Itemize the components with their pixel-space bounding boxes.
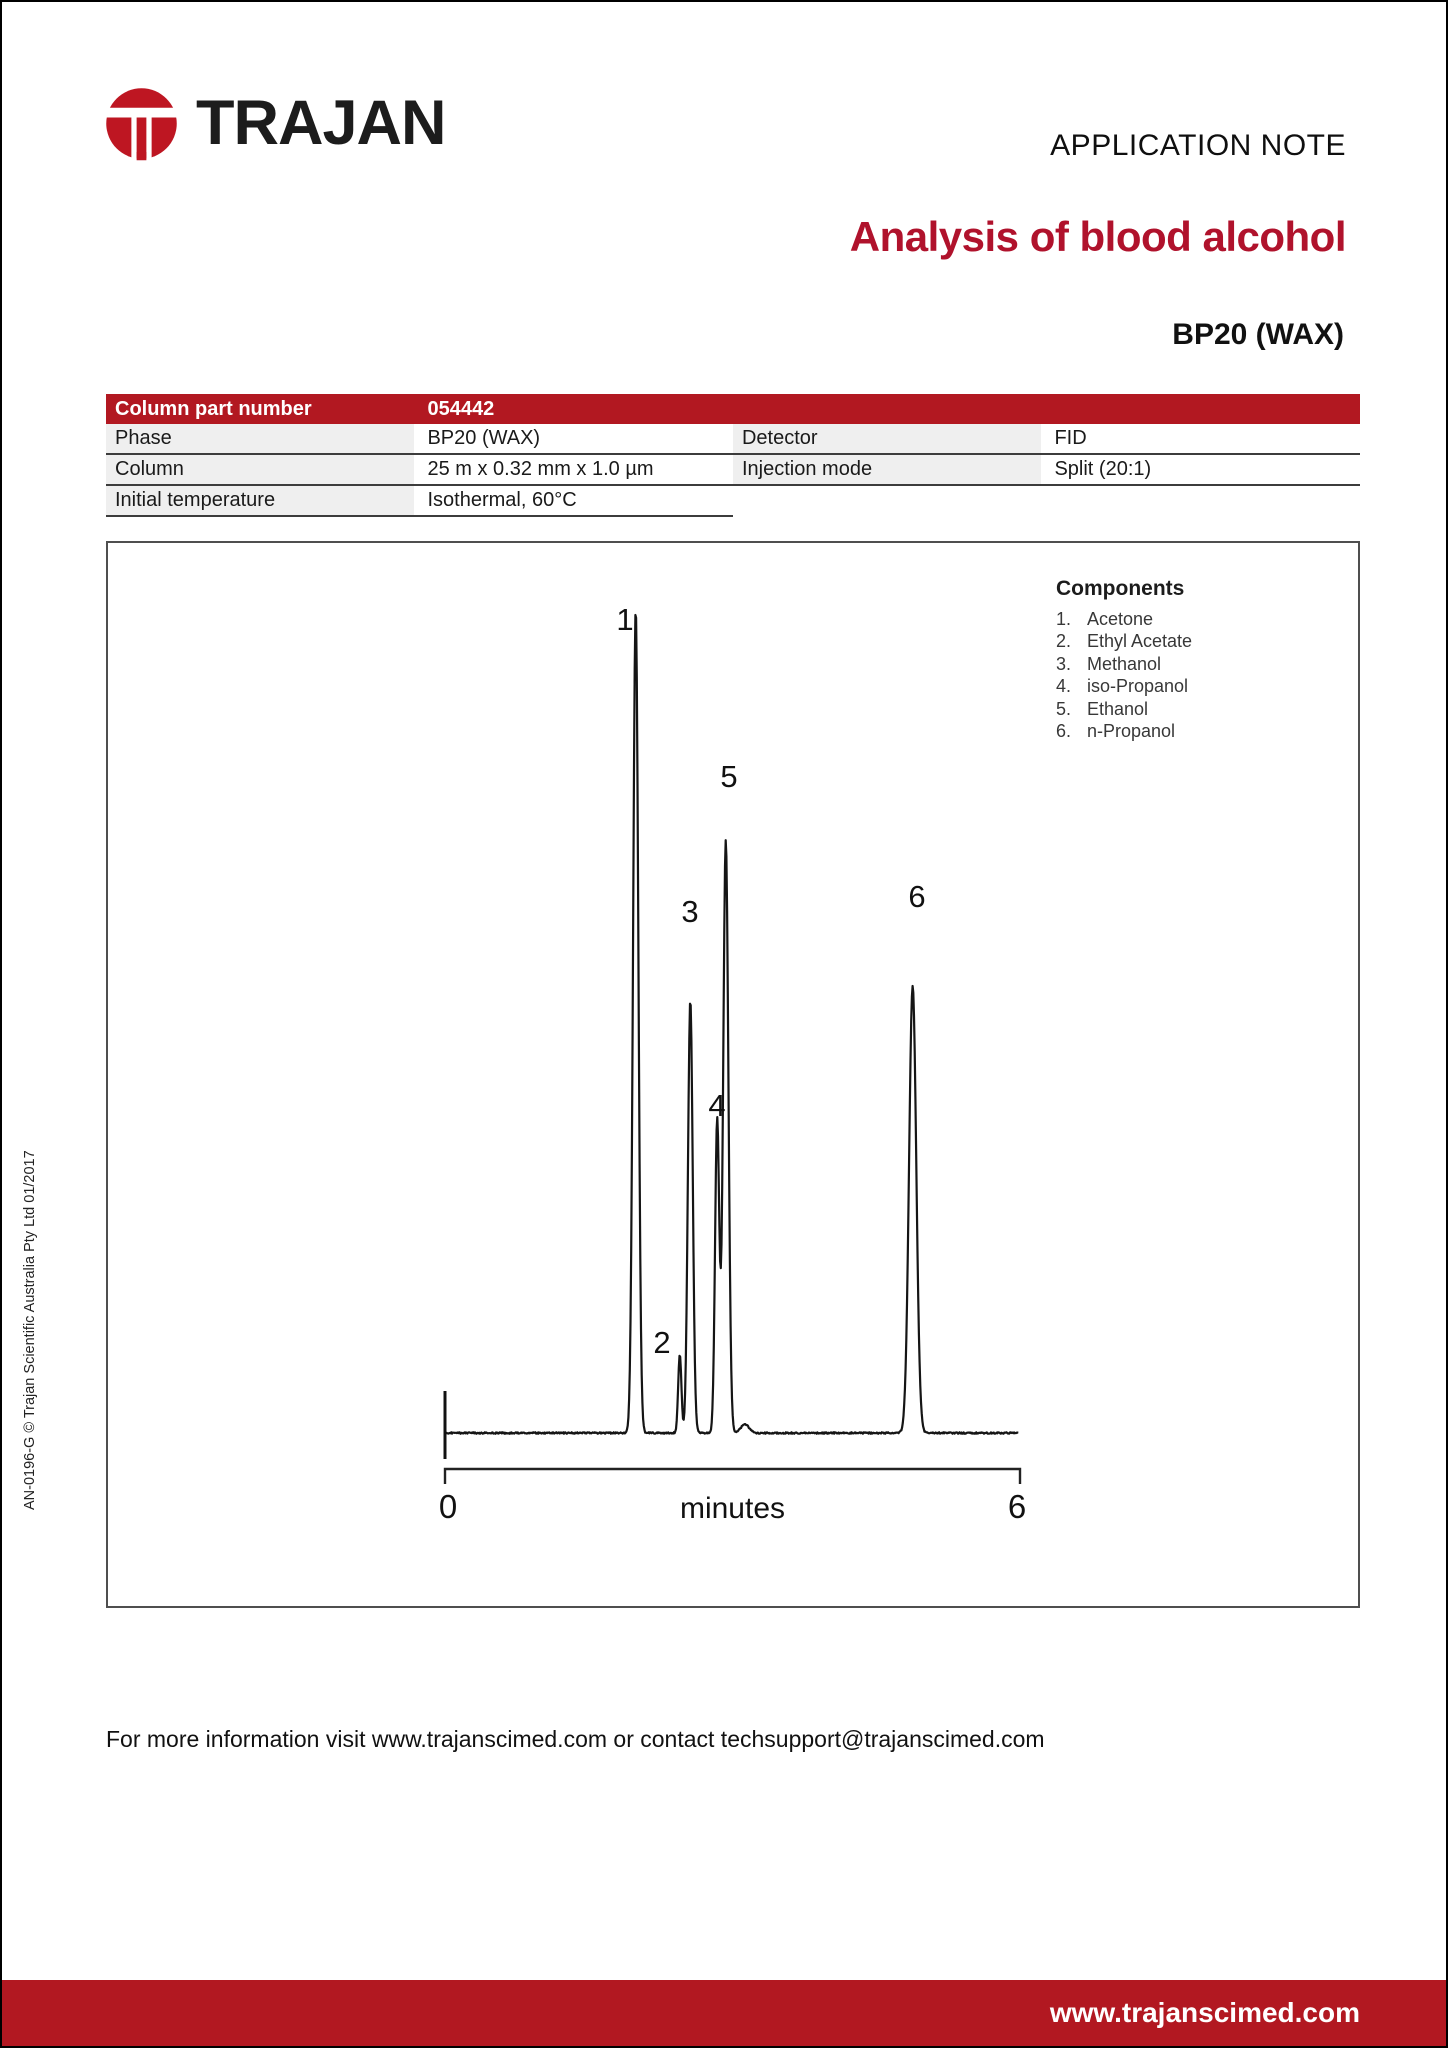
chromatogram-trace — [445, 615, 1018, 1434]
table-header-value: 054442 — [427, 398, 495, 420]
legend-item-number: 6. — [1056, 721, 1072, 742]
x-axis-title: minutes — [679, 1492, 786, 1525]
cell-label: Column — [106, 455, 414, 484]
x-tick-label-0: 0 — [438, 1488, 458, 1525]
trajan-logo — [104, 86, 446, 161]
table-row — [106, 424, 1360, 455]
legend-item-name: iso-Propanol — [1087, 676, 1189, 697]
cell-value: Isothermal, 60°C — [427, 489, 577, 511]
footer-website-link[interactable]: www.trajanscimed.com — [1049, 1997, 1360, 2028]
legend-item — [1056, 608, 1192, 630]
peak-label-3: 3 — [681, 894, 699, 929]
peak-label-4: 4 — [708, 1088, 726, 1123]
x-axis — [445, 1469, 1020, 1484]
footer-bar — [2, 1980, 1446, 2046]
cell-value: FID — [1054, 427, 1087, 449]
column-spec-table — [106, 394, 1360, 517]
document-id-side-note: AN-0196-G © Trajan Scientific Australia Pty Ltd 01/2017 — [22, 1150, 38, 1510]
legend-item — [1056, 630, 1192, 652]
trajan-logo-icon — [104, 86, 179, 161]
cell-value: Split (20:1) — [1054, 458, 1152, 480]
legend-item-number: 5. — [1056, 698, 1072, 719]
peak-label-6: 6 — [908, 879, 926, 914]
legend-item-number: 2. — [1056, 631, 1072, 652]
footer-contact-note: For more information visit www.trajanscimed.com or contact techsupport@trajanscimed.com — [106, 1726, 1045, 1752]
legend-item-name: Ethanol — [1087, 698, 1149, 719]
peak-label-1: 1 — [616, 602, 634, 637]
table-header-label: Column part number — [115, 398, 312, 420]
legend-item-number: 4. — [1056, 676, 1072, 697]
legend-item-name: n-Propanol — [1087, 721, 1176, 742]
legend-item-name: Acetone — [1087, 609, 1154, 629]
cell-value: BP20 (WAX) — [427, 427, 541, 449]
legend-item — [1056, 720, 1192, 742]
table-row — [106, 486, 733, 517]
legend-item — [1056, 698, 1192, 720]
cell-value: 25 m x 0.32 mm x 1.0 µm — [427, 458, 654, 480]
page-subtitle: BP20 (WAX) — [1172, 318, 1344, 351]
cell-label: Injection mode — [733, 455, 1041, 484]
peak-label-5: 5 — [720, 759, 738, 794]
table-header-row — [106, 394, 1360, 424]
cell-label: Detector — [733, 424, 1041, 453]
legend-item-name: Methanol — [1087, 653, 1162, 674]
components-legend — [1056, 577, 1192, 742]
table-row — [106, 455, 1360, 486]
legend-item — [1056, 653, 1192, 675]
chromatogram-panel — [106, 541, 1360, 1608]
brand-text: TRAJAN — [196, 88, 446, 158]
cell-label: Phase — [106, 424, 414, 453]
legend-item-name: Ethyl Acetate — [1087, 631, 1193, 652]
peak-label-2: 2 — [653, 1325, 671, 1360]
legend-title: Components — [1056, 577, 1185, 600]
doc-type-label: APPLICATION NOTE — [1050, 129, 1346, 162]
legend-item-number: 3. — [1056, 653, 1072, 674]
legend-item — [1056, 675, 1192, 697]
page-title: Analysis of blood alcohol — [849, 213, 1346, 260]
legend-item-number: 1. — [1056, 609, 1072, 629]
x-tick-label-6: 6 — [1007, 1488, 1027, 1525]
cell-label: Initial temperature — [106, 486, 414, 515]
